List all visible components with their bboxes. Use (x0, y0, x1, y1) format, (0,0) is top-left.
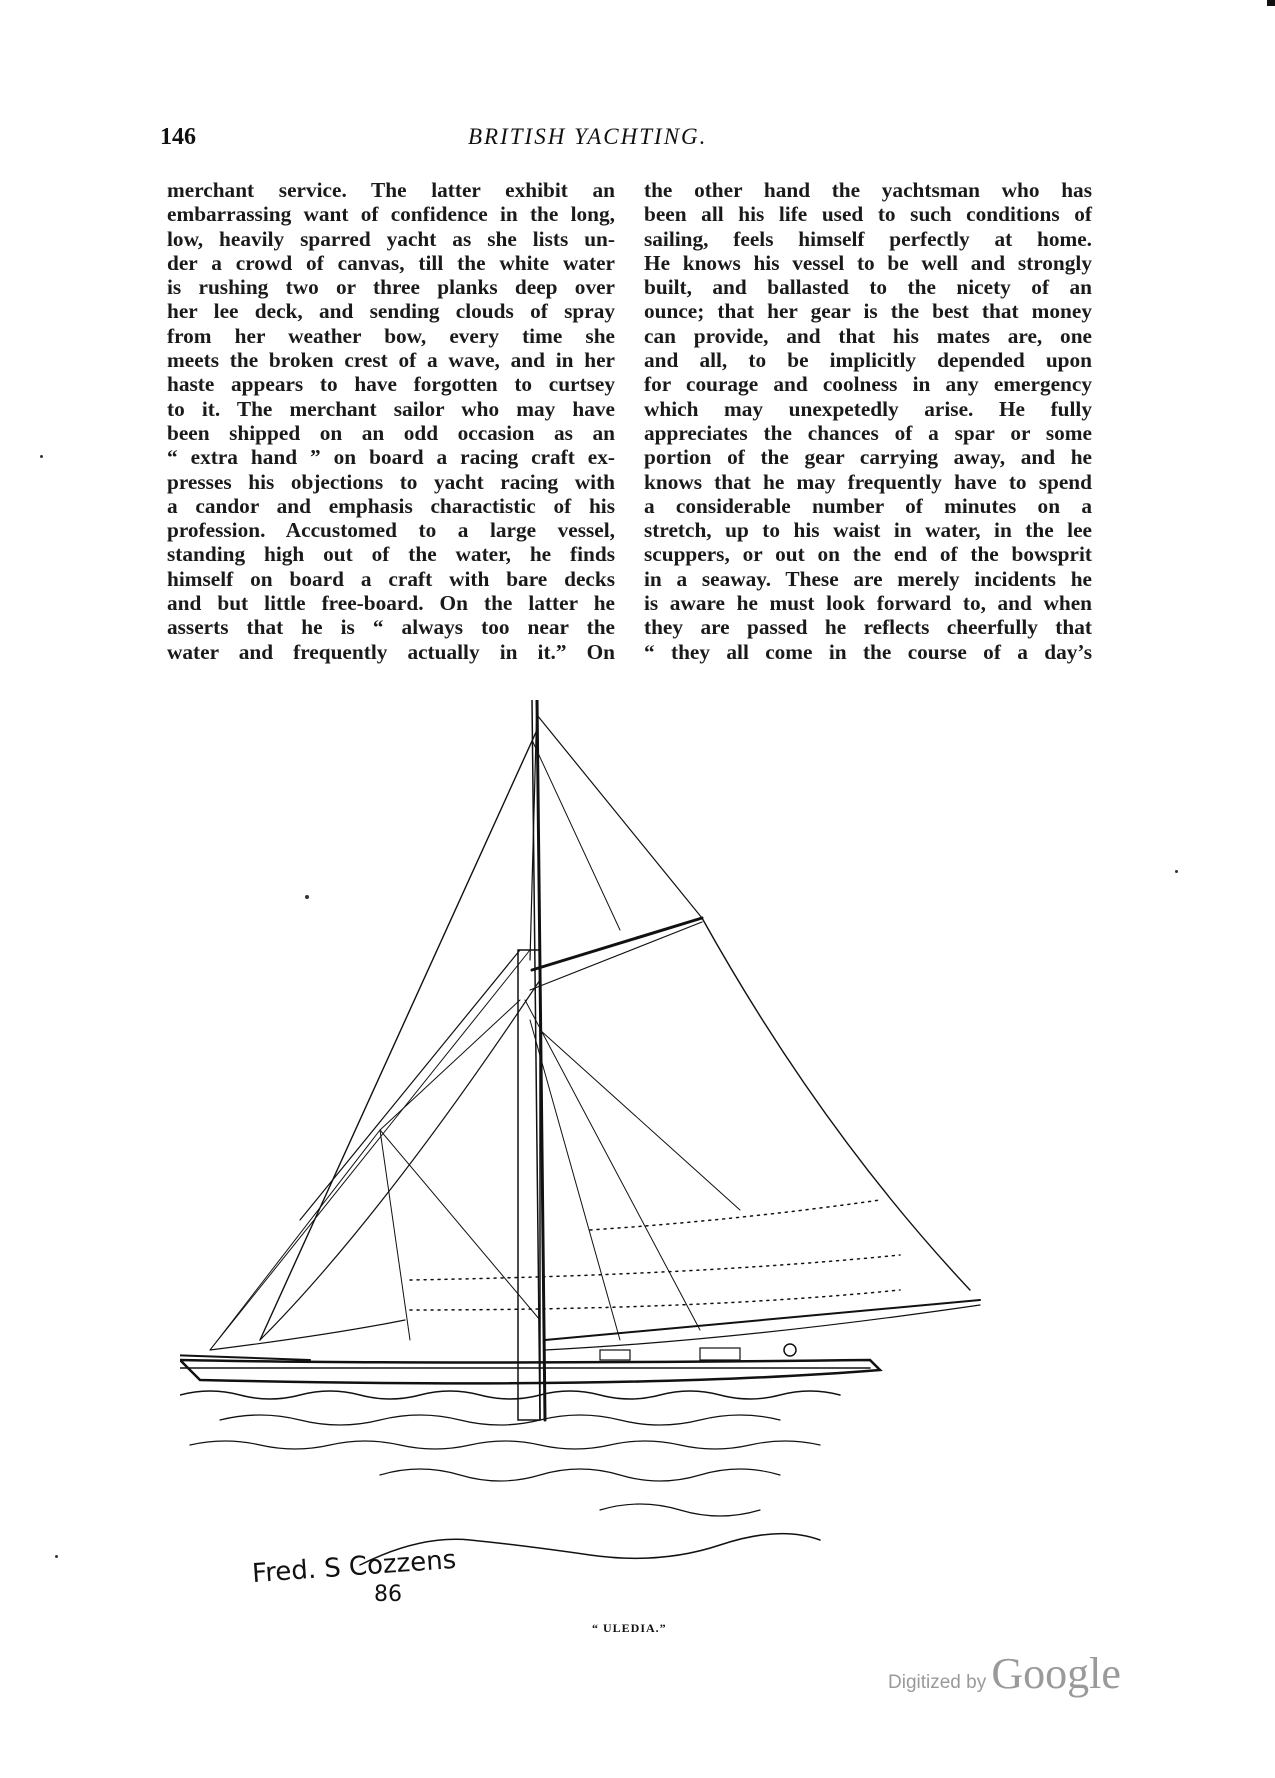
text-line: der a crowd of canvas, till the white water (167, 250, 615, 275)
text-line: knows that he may frequently have to spend (644, 469, 1092, 494)
scan-speck (1175, 870, 1178, 873)
text-line: haste appears to have forgotten to curtsey (167, 372, 615, 397)
scan-speck (55, 1555, 58, 1558)
text-line: embarrassing want of confidence in the long, (167, 202, 615, 227)
text-column-right (644, 178, 1092, 664)
text-line: from her weather bow, every time she (167, 323, 615, 348)
text-line: and but little free-board. On the latter he (167, 591, 615, 616)
text-line: scuppers, or out on the end of the bowsprit (644, 542, 1092, 567)
text-line: appreciates the chances of a spar or some (644, 420, 1092, 445)
text-line: her lee deck, and sending clouds of spray (167, 299, 615, 324)
google-logo-text: Google (991, 1649, 1121, 1698)
text-line: profession. Accustomed to a large vessel, (167, 518, 615, 543)
watermark-prefix: Digitized by (888, 1672, 987, 1693)
text-line: “ they all come in the course of a day’s (644, 639, 1092, 664)
text-line: merchant service. The latter exhibit an (167, 178, 615, 202)
illustration-caption: “ ULEDIA.” (592, 1621, 667, 1635)
text-line: He knows his vessel to be well and strongly (644, 250, 1092, 275)
text-line: ounce; that her gear is the best that money (644, 299, 1092, 324)
text-line: for courage and coolness in any emergency (644, 372, 1092, 397)
scan-artifact (1267, 0, 1275, 6)
digitized-watermark (888, 1648, 1121, 1699)
text-line: been all his life used to such conditions of (644, 202, 1092, 227)
text-line: water and frequently actually in it.” On (167, 639, 615, 664)
running-head (160, 124, 820, 158)
text-line: is rushing two or three planks deep over (167, 275, 615, 300)
text-line: and all, to be implicitly depended upon (644, 348, 1092, 373)
text-line: a candor and emphasis charactistic of his (167, 493, 615, 518)
yacht-illustration (180, 700, 1080, 1620)
text-line: stretch, up to his waist in water, in the lee (644, 518, 1092, 543)
page-number: 146 (160, 124, 196, 150)
scan-speck (305, 895, 309, 899)
text-line: built, and ballasted to the nicety of an (644, 275, 1092, 300)
text-line: himself on board a craft with bare decks (167, 566, 615, 591)
text-line: which may unexpetedly arise. He fully (644, 396, 1092, 421)
text-column-left (167, 178, 615, 664)
text-line: in a seaway. These are merely incidents he (644, 566, 1092, 591)
text-line: to it. The merchant sailor who may have (167, 396, 615, 421)
text-line: standing high out of the water, he finds (167, 542, 615, 567)
text-line: portion of the gear carrying away, and he (644, 445, 1092, 470)
scan-speck (40, 455, 43, 458)
text-line: they are passed he reflects cheerfully that (644, 615, 1092, 640)
text-line: low, heavily sparred yacht as she lists un- (167, 226, 615, 251)
text-line: “ extra hand ” on board a racing craft ex- (167, 445, 615, 470)
text-line: been shipped on an odd occasion as an (167, 420, 615, 445)
text-line: is aware he must look forward to, and when (644, 591, 1092, 616)
text-line: a considerable number of minutes on a (644, 493, 1092, 518)
signature-year: 86 (374, 1582, 402, 1607)
text-line: asserts that he is “ always too near the (167, 615, 615, 640)
text-line: meets the broken crest of a wave, and in her (167, 348, 615, 373)
artist-signature: Fred. S Cozzens (251, 1544, 458, 1590)
text-line: can provide, and that his mates are, one (644, 323, 1092, 348)
text-line: sailing, feels himself perfectly at home. (644, 226, 1092, 251)
text-line: presses his objections to yacht racing with (167, 469, 615, 494)
running-title: BRITISH YACHTING. (468, 124, 708, 149)
text-line: the other hand the yachtsman who has (644, 178, 1092, 202)
